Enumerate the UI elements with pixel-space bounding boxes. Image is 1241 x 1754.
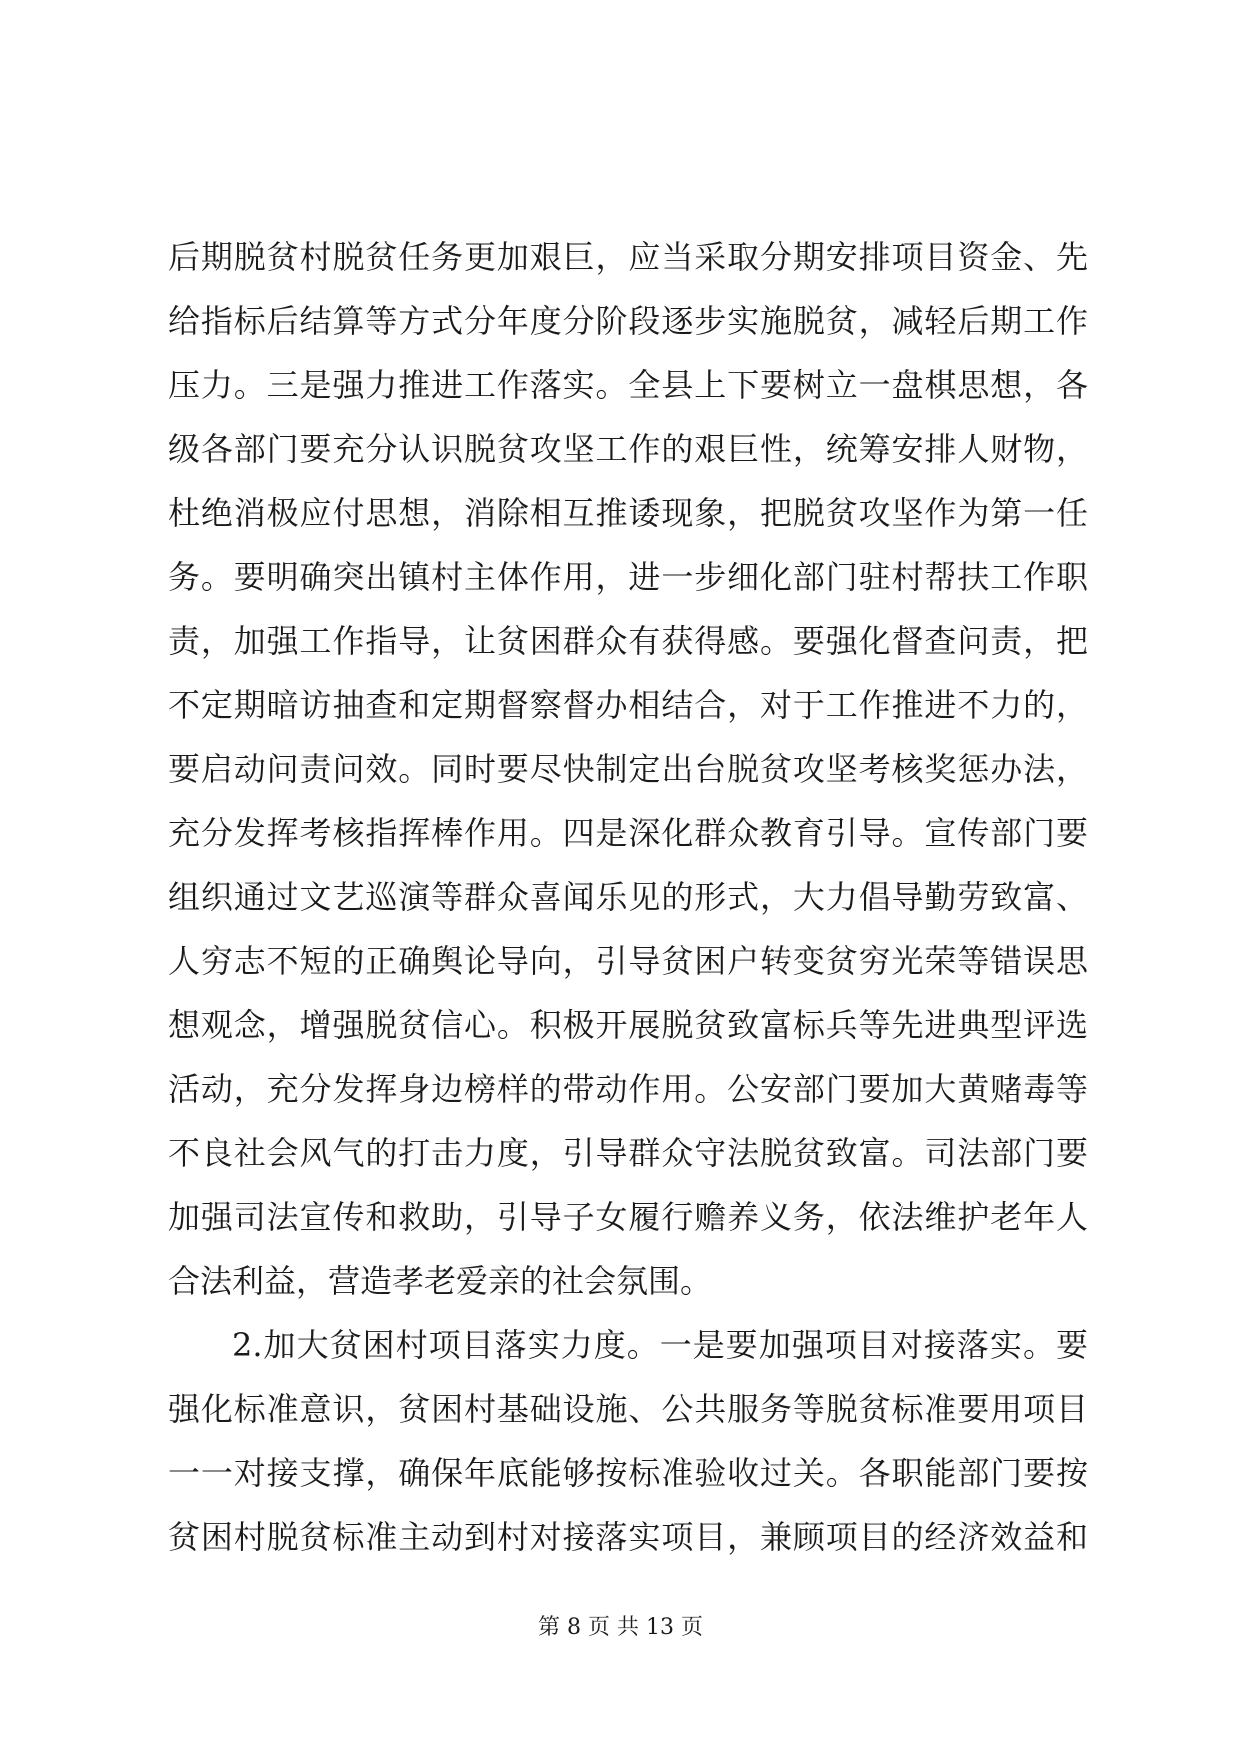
text-line: 不良社会风气的打击力度，引导群众守法脱贫致富。司法部门要 — [168, 1134, 1088, 1172]
text-line: 贫困村脱贫标准主动到村对接落实项目，兼顾项目的经济效益和 — [168, 1518, 1088, 1556]
text-line: 活动，充分发挥身边榜样的带动作用。公安部门要加大黄赌毒等 — [168, 1070, 1088, 1108]
text-line: 后期脱贫村脱贫任务更加艰巨，应当采取分期安排项目资金、先 — [168, 238, 1088, 276]
text-line: 2.加大贫困村项目落实力度。一是要加强项目对接落实。要 — [232, 1326, 1088, 1364]
page-number-footer: 第 8 页 共 13 页 — [538, 1615, 703, 1640]
text-line: 充分发挥考核指挥棒作用。四是深化群众教育引导。宣传部门要 — [168, 814, 1088, 852]
text-line: 一一对接支撑，确保年底能够按标准验收过关。各职能部门要按 — [168, 1454, 1088, 1492]
text-line: 级各部门要充分认识脱贫攻坚工作的艰巨性，统筹安排人财物， — [168, 430, 1088, 468]
text-line: 强化标准意识，贫困村基础设施、公共服务等脱贫标准要用项目 — [168, 1390, 1088, 1428]
document-body — [168, 225, 1088, 1569]
text-line: 责，加强工作指导，让贫困群众有获得感。要强化督查问责，把 — [168, 622, 1088, 660]
text-line: 人穷志不短的正确舆论导向，引导贫困户转变贫穷光荣等错误思 — [168, 942, 1088, 980]
text-line: 不定期暗访抽查和定期督察督办相结合，对于工作推进不力的， — [168, 686, 1088, 724]
text-line: 组织通过文艺巡演等群众喜闻乐见的形式，大力倡导勤劳致富、 — [168, 878, 1088, 916]
text-line: 给指标后结算等方式分年度分阶段逐步实施脱贫，减轻后期工作 — [168, 302, 1088, 340]
text-line: 加强司法宣传和救助，引导子女履行赡养义务，依法维护老年人 — [168, 1198, 1088, 1236]
text-line: 要启动问责问效。同时要尽快制定出台脱贫攻坚考核奖惩办法， — [168, 750, 1088, 788]
text-line: 合法利益，营造孝老爱亲的社会氛围。 — [168, 1262, 713, 1300]
text-line: 压力。三是强力推进工作落实。全县上下要树立一盘棋思想，各 — [168, 366, 1088, 404]
text-line: 想观念，增强脱贫信心。积极开展脱贫致富标兵等先进典型评选 — [168, 1006, 1088, 1044]
text-line: 杜绝消极应付思想，消除相互推诿现象，把脱贫攻坚作为第一任 — [168, 494, 1088, 532]
text-line: 务。要明确突出镇村主体作用，进一步细化部门驻村帮扶工作职 — [168, 558, 1088, 596]
